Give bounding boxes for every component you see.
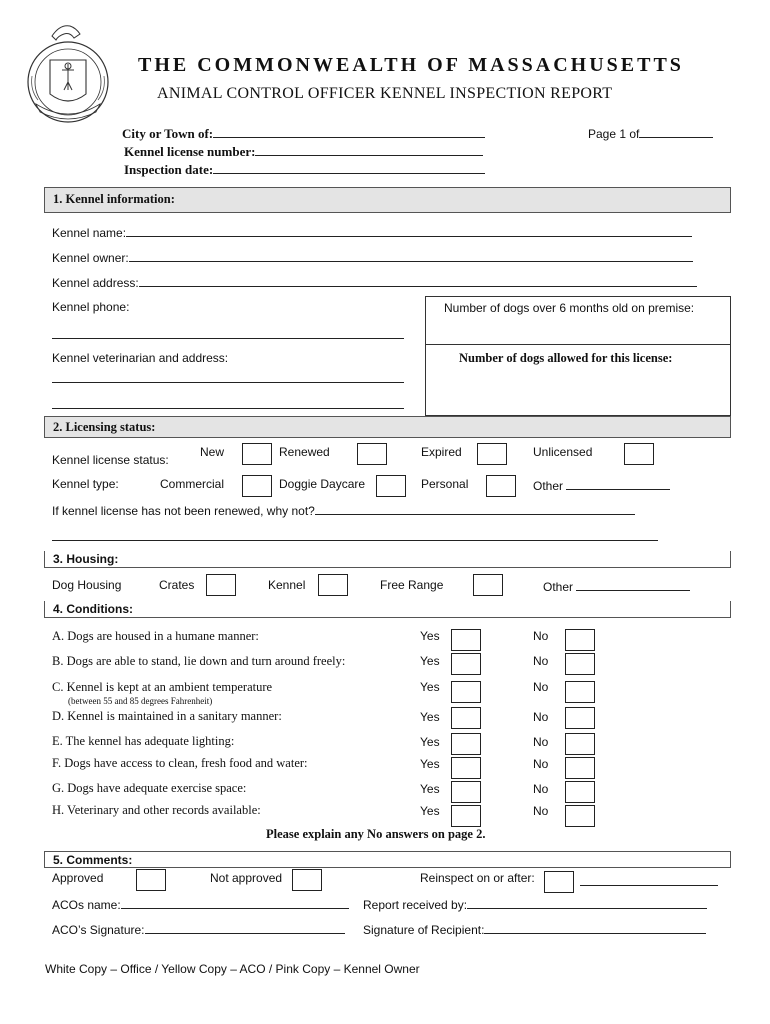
section-3-heading-text: 3. Housing: <box>53 552 119 566</box>
section-5-heading <box>44 851 731 868</box>
aco-signature-label: ACO’s Signature: <box>52 923 145 937</box>
status-new-checkbox[interactable] <box>242 443 272 465</box>
kennel-name-label: Kennel name: <box>52 226 127 240</box>
kennel-owner-label: Kennel owner: <box>52 251 129 265</box>
type-daycare-checkbox[interactable] <box>376 475 406 497</box>
copy-distribution-footer: White Copy – Office / Yellow Copy – ACO / Pink Copy – Kennel Owner <box>45 962 420 976</box>
condition-b-no-label: No <box>533 654 549 668</box>
condition-d-yes-checkbox[interactable] <box>451 707 481 729</box>
type-personal-checkbox[interactable] <box>486 475 516 497</box>
approved-checkbox[interactable] <box>136 869 166 891</box>
condition-g-no-label: No <box>533 782 549 796</box>
section-1-heading-text: 1. Kennel information: <box>53 192 175 206</box>
city-field[interactable] <box>122 125 485 142</box>
housing-other-label: Other <box>543 580 574 594</box>
kennel-address-field[interactable] <box>52 274 697 290</box>
page-subtitle: ANIMAL CONTROL OFFICER KENNEL INSPECTION REPORT <box>157 85 613 102</box>
not-approved-checkbox[interactable] <box>292 869 322 891</box>
condition-c-no-label: No <box>533 680 549 694</box>
condition-e-no-label: No <box>533 735 549 749</box>
recipient-signature-label: Signature of Recipient: <box>363 923 485 937</box>
condition-a-label: A. Dogs are housed in a humane manner: <box>52 629 259 643</box>
type-commercial-checkbox[interactable] <box>242 475 272 497</box>
reinspect-date-line[interactable] <box>580 885 718 886</box>
condition-e-yes-checkbox[interactable] <box>451 733 481 755</box>
dogs-over-6-months-label: Number of dogs over 6 months old on premise: <box>444 301 695 315</box>
vet-label: Kennel veterinarian and address: <box>52 351 229 365</box>
condition-c-note: (between 55 and 85 degrees Fahrenheit) <box>68 696 213 706</box>
condition-e-no-checkbox[interactable] <box>565 733 595 755</box>
kennel-name-field[interactable] <box>52 224 692 240</box>
aco-signature-field[interactable] <box>52 921 345 937</box>
condition-g-no-checkbox[interactable] <box>565 781 595 803</box>
kennel-type-label: Kennel type: <box>52 477 119 491</box>
status-expired-label: Expired <box>421 445 462 459</box>
type-other-label: Other <box>533 479 564 493</box>
reinspect-label: Reinspect on or after: <box>420 871 535 885</box>
section-5-heading-text: 5. Comments: <box>53 853 133 867</box>
status-renewed-label: Renewed <box>279 445 330 459</box>
status-unlicensed-label: Unlicensed <box>533 445 593 459</box>
not-renewed-reason-field[interactable] <box>52 502 635 518</box>
page-count-label: Page 1 of <box>588 127 640 141</box>
section-4-heading-text: 4. Conditions: <box>53 602 133 616</box>
explain-no-note: Please explain any No answers on page 2. <box>266 827 486 841</box>
condition-h-no-label: No <box>533 804 549 818</box>
reinspect-checkbox[interactable] <box>544 871 574 893</box>
type-personal-label: Personal <box>421 477 469 491</box>
dog-housing-label: Dog Housing <box>52 578 122 592</box>
housing-kennel-label: Kennel <box>268 578 306 592</box>
condition-f-yes-checkbox[interactable] <box>451 757 481 779</box>
kennel-phone-label: Kennel phone: <box>52 300 130 314</box>
license-number-field[interactable] <box>124 143 483 160</box>
housing-kennel-checkbox[interactable] <box>318 574 348 596</box>
condition-h-no-checkbox[interactable] <box>565 805 595 827</box>
condition-d-no-checkbox[interactable] <box>565 707 595 729</box>
housing-crates-checkbox[interactable] <box>206 574 236 596</box>
kennel-phone-line[interactable] <box>52 338 404 339</box>
section-2-heading <box>44 416 731 438</box>
condition-a-no-label: No <box>533 629 549 643</box>
vet-line-1[interactable] <box>52 382 404 383</box>
condition-e-yes-label: Yes <box>420 735 440 749</box>
type-commercial-label: Commercial <box>160 477 225 491</box>
status-new-label: New <box>200 445 225 459</box>
condition-b-yes-checkbox[interactable] <box>451 653 481 675</box>
section-1-heading <box>44 187 731 213</box>
condition-g-yes-label: Yes <box>420 782 440 796</box>
license-status-label: Kennel license status: <box>52 453 169 467</box>
dogs-allowed-input[interactable] <box>430 370 726 412</box>
report-received-label: Report received by: <box>363 898 468 912</box>
condition-g-yes-checkbox[interactable] <box>451 781 481 803</box>
condition-a-no-checkbox[interactable] <box>565 629 595 651</box>
condition-a-yes-label: Yes <box>420 629 440 643</box>
inspection-date-label: Inspection date: <box>124 162 214 177</box>
approved-label: Approved <box>52 871 104 885</box>
page-count-field[interactable] <box>588 125 713 141</box>
section-3-heading <box>44 551 731 568</box>
condition-b-yes-label: Yes <box>420 654 440 668</box>
dog-count-divider <box>425 344 731 345</box>
state-seal <box>22 18 114 128</box>
condition-b-no-checkbox[interactable] <box>565 653 595 675</box>
condition-c-yes-label: Yes <box>420 680 440 694</box>
condition-g-label: G. Dogs have adequate exercise space: <box>52 781 247 795</box>
not-renewed-reason-label: If kennel license has not been renewed, why not? <box>52 504 315 518</box>
condition-d-no-label: No <box>533 710 549 724</box>
housing-crates-label: Crates <box>159 578 195 592</box>
condition-d-label: D. Kennel is maintained in a sanitary manner: <box>52 709 282 723</box>
inspection-date-field[interactable] <box>124 161 485 178</box>
dogs-allowed-label: Number of dogs allowed for this license: <box>459 351 673 365</box>
report-received-field[interactable] <box>363 896 707 912</box>
type-daycare-label: Doggie Daycare <box>279 477 366 491</box>
condition-h-yes-checkbox[interactable] <box>451 805 481 827</box>
condition-h-label: H. Veterinary and other records available: <box>52 803 261 817</box>
condition-f-label: F. Dogs have access to clean, fresh food and water: <box>52 756 308 770</box>
aco-name-label: ACOs name: <box>52 898 121 912</box>
status-renewed-checkbox[interactable] <box>357 443 387 465</box>
housing-free-range-label: Free Range <box>380 578 444 592</box>
section-4-heading <box>44 601 731 618</box>
condition-f-yes-label: Yes <box>420 757 440 771</box>
page-title: THE COMMONWEALTH OF MASSACHUSETTS <box>138 54 684 76</box>
status-expired-checkbox[interactable] <box>477 443 507 465</box>
section-2-heading-text: 2. Licensing status: <box>53 420 156 434</box>
condition-d-yes-label: Yes <box>420 710 440 724</box>
kennel-address-label: Kennel address: <box>52 276 139 290</box>
city-label: City or Town of: <box>122 126 214 141</box>
recipient-signature-field[interactable] <box>363 921 706 937</box>
condition-h-yes-label: Yes <box>420 804 440 818</box>
condition-e-label: E. The kennel has adequate lighting: <box>52 734 235 748</box>
condition-b-label: B. Dogs are able to stand, lie down and turn around freely: <box>52 654 346 668</box>
condition-a-yes-checkbox[interactable] <box>451 629 481 651</box>
kennel-owner-field[interactable] <box>52 249 693 265</box>
type-other-field[interactable] <box>533 477 670 493</box>
condition-c-yes-checkbox[interactable] <box>451 681 481 703</box>
not-approved-label: Not approved <box>210 871 283 885</box>
condition-c-no-checkbox[interactable] <box>565 681 595 703</box>
aco-name-field[interactable] <box>52 896 349 912</box>
condition-f-no-checkbox[interactable] <box>565 757 595 779</box>
not-renewed-reason-line-2[interactable] <box>52 540 658 541</box>
status-unlicensed-checkbox[interactable] <box>624 443 654 465</box>
dogs-over-6-months-input[interactable] <box>430 318 726 342</box>
vet-line-2[interactable] <box>52 408 404 409</box>
license-number-label: Kennel license number: <box>124 144 256 159</box>
housing-free-range-checkbox[interactable] <box>473 574 503 596</box>
condition-f-no-label: No <box>533 757 549 771</box>
housing-other-field[interactable] <box>543 578 690 594</box>
condition-c-label: C. Kennel is kept at an ambient temperature <box>52 680 273 694</box>
